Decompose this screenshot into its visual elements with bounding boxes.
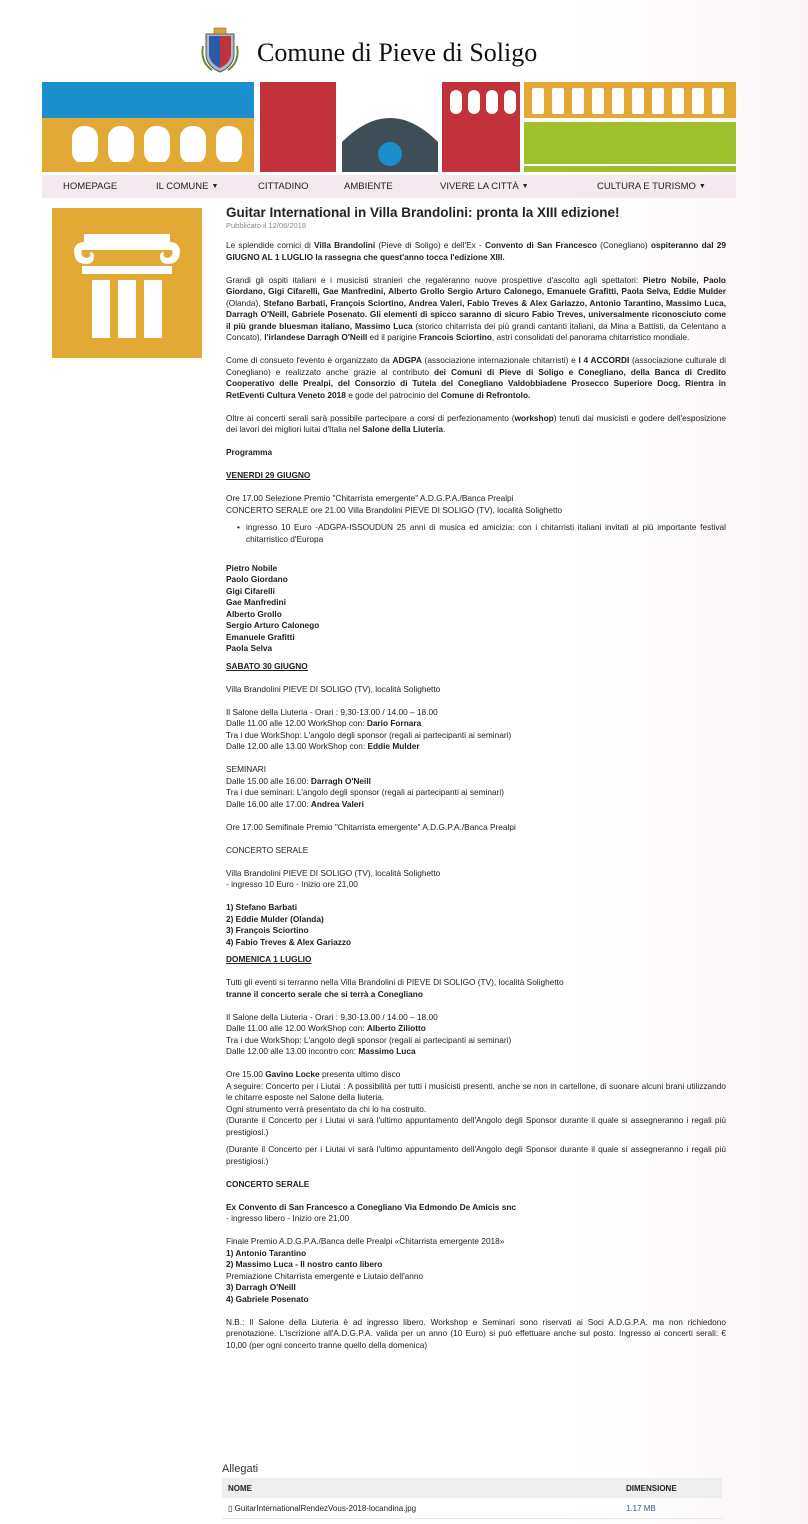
publish-date: Pubblicato il 12/06/2018: [226, 221, 307, 230]
day-heading-saturday: SABATO 30 GIUGNO: [226, 660, 308, 671]
artist-name: Paola Selva: [226, 643, 273, 653]
article-body: [226, 240, 726, 1351]
caret-down-icon: ▼: [698, 183, 706, 190]
intro-paragraph: Le splendide cornici di Villa Brandolini (Pieve di Soligo) e dell'Ex - Convento di San Francesco (Conegliano) ospiteranno dal 29 GIUGNO AL 1 LUGLIO la rassegna che quest'anno tocca l'edizione XIII.: [226, 240, 727, 262]
lineup-item: 1) Antonio Tarantino: [226, 1247, 307, 1258]
program-line: Dalle 12.00 alle 13.00 incontro con: Massimo Luca: [226, 1046, 416, 1056]
program-line: Tra i due WorkShop: L'angolo degli sponsor (regali ai partecipanti ai seminari): [226, 729, 512, 740]
program-line: Tutti gli eventi si terranno nella Villa Brandolini di PIEVE DI SOLIGO (TV), località Solighetto: [226, 977, 564, 987]
nav-ambiente[interactable]: AMBIENTE: [344, 181, 393, 192]
lineup-item: 4) Gabriele Posenato: [226, 1293, 309, 1304]
program-line: Dalle 12.00 alle 13.00 WorkShop con: Eddie Mulder: [226, 741, 420, 751]
nav-il-comune[interactable]: IL COMUNE ▼: [156, 181, 219, 192]
coat-of-arms-logo: [200, 26, 240, 74]
article-title: Guitar International in Villa Brandolini: pronta la XIII edizione!: [226, 205, 620, 220]
lineup-item: 1) Stefano Barbati: [226, 902, 297, 912]
artist-name: Gigi Cifarelli: [226, 585, 275, 596]
evening-concert-heading: CONCERTO SERALE: [226, 1178, 310, 1189]
program-heading: Programma: [226, 447, 273, 457]
lineup-item: 3) Darragh O'Neill: [226, 1282, 296, 1292]
table-row: [222, 1498, 722, 1519]
program-line: SEMINARI: [226, 764, 267, 774]
lineup-item: 4) Fabio Treves & Alex Gariazzo: [226, 936, 352, 947]
file-icon: ▯: [228, 1503, 233, 1513]
guests-paragraph: Grandi gli ospiti italiani e i musicisti stranieri che regaleranno nuove prospettive d'ascolto agli spettatori: Pietro Nobile, Paolo Giordano, Gigi Cifarelli, Gae Manfredini, Alberto Grollo Sergio Arturo Calonego, Emanuele Grafitti, Paola Selva, Eddie Mulder (Olanda), Stefano Barbati, François Sciortino, Andrea Valeri, Fabio Treves & Alex Gariazzo, Antonio Tarantino, Massimo Luca, Darragh O'Neill, Gabriele Posenato. Gli elementi di spicco saranno di sicuro Fabio Treves, universalmente riconosciuto come il più grande bluesman italiano, Massimo Luca (storico chitarrista dei più grandi cantanti italiani, da Mina a Battisti, da Celentano a Concato), l'irlandese Darragh O'Neill ed il parigine Francois Sciortino, astri consolidati del panorama chitarristico mondiale.: [226, 274, 727, 342]
nav-cultura-e-turismo[interactable]: CULTURA E TURISMO ▼: [597, 181, 706, 192]
program-line: CONCERTO SERALE ore 21.00 Villa Brandolini PIEVE DI SOLIGO (TV), località Solighetto: [226, 504, 563, 515]
nav-cittadino[interactable]: CITTADINO: [258, 181, 309, 192]
artist-name: Emanuele Grafitti: [226, 631, 295, 642]
program-line: - ingresso libero - Inizio ore 21,00: [226, 1213, 350, 1223]
program-line: Ogni strumento verrà presentato da chi lo ha costruito.: [226, 1103, 427, 1114]
program-line: Tra i due seminari: L'angolo degli sponsor (regali ai partecipanti ai seminari): [226, 787, 504, 797]
site-title[interactable]: Comune di Pieve di Soligo: [257, 38, 538, 67]
program-line: Il Salone della Liuteria - Orari : 9,30-13.00 / 14.00 – 18.00: [226, 1011, 438, 1022]
organizers-paragraph: Come di consueto l'evento è organizzato da ADGPA (associazione internazionale chitarristi) e I 4 ACCORDI (associazione culturale di Conegliano) e realizzato anche grazie al contributo dei Comuni di Pieve di Soligo e Conegliano, della Banca di Credito Cooperativo delle Prealpi, del Consorzio di Tutela del Conegliano Valdobbiadene Prosecco Superiore Docg. Rientra in RetEventi Cultura Veneto 2018 e gode del patrocinio del Comune di Refrontolo.: [226, 355, 726, 400]
program-line: Premiazione Chitarrista emergente e Liutaio dell'anno: [226, 1270, 424, 1281]
artist-name: Gae Manfredini: [226, 597, 286, 607]
program-line: tranne il concerto serale che si terrà a Conegliano: [226, 988, 423, 999]
nav-homepage[interactable]: HOMEPAGE: [63, 181, 118, 192]
attachment-link[interactable]: GuitarInternationalRendezVous-2018-locandina.jpg: [234, 1503, 417, 1513]
main-navigation: [42, 175, 736, 198]
nav-vivere-la-citta[interactable]: VIVERE LA CITTÀ ▼: [440, 181, 529, 192]
program-line: Dalle 11.00 alle 12.00 WorkShop con: Alberto Ziliotto: [226, 1023, 426, 1033]
lineup-item: 3) François Sciortino: [226, 925, 309, 935]
culture-column-icon: [52, 208, 202, 358]
attachment-size: 1.17 MB: [620, 1498, 722, 1519]
program-line: Ex Convento di San Francesco a Conegliano Via Edmondo De Amicis snc: [226, 1201, 516, 1212]
attachments-title: Allegati: [222, 1463, 259, 1475]
lineup-item: 2) Eddie Mulder (Olanda): [226, 913, 324, 924]
program-line: Il Salone della Liuteria - Orari : 9,30-13.00 / 14.00 – 18.00: [226, 706, 438, 717]
program-line: Ore 15.00 Gavino Locke presenta ultimo disco: [226, 1069, 401, 1079]
site-header: [0, 0, 808, 200]
attachments-section: [222, 1463, 722, 1519]
column-header-name: NOME: [222, 1478, 620, 1498]
program-line: Ore 17.00 Semifinale Premio "Chitarrista emergente" A.D.G.P.A./Banca Prealpi: [226, 821, 516, 832]
program-line: Villa Brandolini PIEVE DI SOLIGO (TV), località Solighetto: [226, 683, 441, 694]
attachments-table: [222, 1478, 722, 1519]
artist-name: Paolo Giordano: [226, 574, 288, 584]
program-line: Dalle 15.00 alle 16.00: Darragh O'Neill: [226, 775, 371, 786]
artist-name: Pietro Nobile: [226, 562, 278, 573]
program-line: (Durante il Concerto per i Liutai vi sarà l'ultimo appuntamento dell'Angolo degli Sponsor durante il quale si assegneranno i regali più prestigiosi.): [226, 1115, 726, 1137]
program-line: Dalle 11.00 alle 12.00 WorkShop con: Dario Fornara: [226, 718, 422, 728]
table-header-row: [222, 1478, 722, 1498]
attachment-name-cell: [222, 1498, 620, 1519]
program-line: (Durante il Concerto per i Liutai vi sarà l'ultimo appuntamento dell'Angolo degli Sponsor durante il quale si assegneranno i regali più prestigiosi.): [226, 1144, 726, 1166]
note-paragraph: N.B.: Il Salone della Liuteria è ad ingresso libero. Workshop e Seminari sono riservati ai Soci A.D.G.P.A. ma non richiedono prenotazione. L'iscrizione all'A.D.G.P.A. valida per un anno (10 Euro) si può effettuare anche sul posto. Ingresso ai concerti serali: € 10,00 (per ogni concerto tranne quello della domenica): [226, 1316, 726, 1350]
program-line: CONCERTO SERALE: [226, 844, 309, 855]
program-line: Villa Brandolini PIEVE DI SOLIGO (TV), località Solighetto: [226, 867, 441, 878]
artist-name: Sergio Arturo Calonego: [226, 620, 320, 630]
artist-name: Alberto Grollo: [226, 608, 282, 619]
program-line: Tra i due WorkShop: L'angolo degli sponsor (regali ai partecipanti ai seminari): [226, 1034, 512, 1045]
program-line: Ore 17.00 Selezione Premio "Chitarrista emergente" A.D.G.P.A./Banca Prealpi: [226, 493, 514, 503]
column-header-size: DIMENSIONE: [620, 1478, 722, 1498]
program-line: A seguire: Concerto per i Liutai : A possibilità per tutti i musicisti presenti, anche se non in cartellone, di suonare alcuni brani utilizzando le chitarre esposte nel Salone della liuteria.: [226, 1080, 726, 1102]
program-line: Finale Premio A.D.G.P.A./Banca delle Prealpi «Chitarrista emergente 2018»: [226, 1236, 505, 1246]
program-line: Dalle 16.00 alle 17.00: Andrea Valeri: [226, 798, 364, 809]
day-heading-sunday: DOMENICA 1 LUGLIO: [226, 954, 312, 964]
header-banner-graphic: [42, 82, 736, 172]
day-heading-friday: VENERDI 29 GIUGNO: [226, 470, 311, 480]
list-item: • ingresso 10 Euro -ADGPA-ISSOUDUN 25 anni di musica ed amicizia: con i chitarristi italiani invitati al più importante festival chitarristico d'Europa: [226, 522, 726, 545]
article-header: [226, 205, 726, 230]
caret-down-icon: ▼: [211, 183, 219, 190]
caret-down-icon: ▼: [521, 183, 529, 190]
program-line: - ingresso 10 Euro - Inizio ore 21,00: [226, 879, 358, 889]
workshop-paragraph: Oltre ai concerti serali sarà possibile partecipare a corsi di perfezionamento (workshop) tenuti dai musicisti e godere dell'esposizione dei lavori dei migliori luitai d'Italia nel Salone della Liuteria.: [226, 412, 726, 434]
lineup-item: 2) Massimo Luca - Il nostro canto libero: [226, 1259, 383, 1269]
